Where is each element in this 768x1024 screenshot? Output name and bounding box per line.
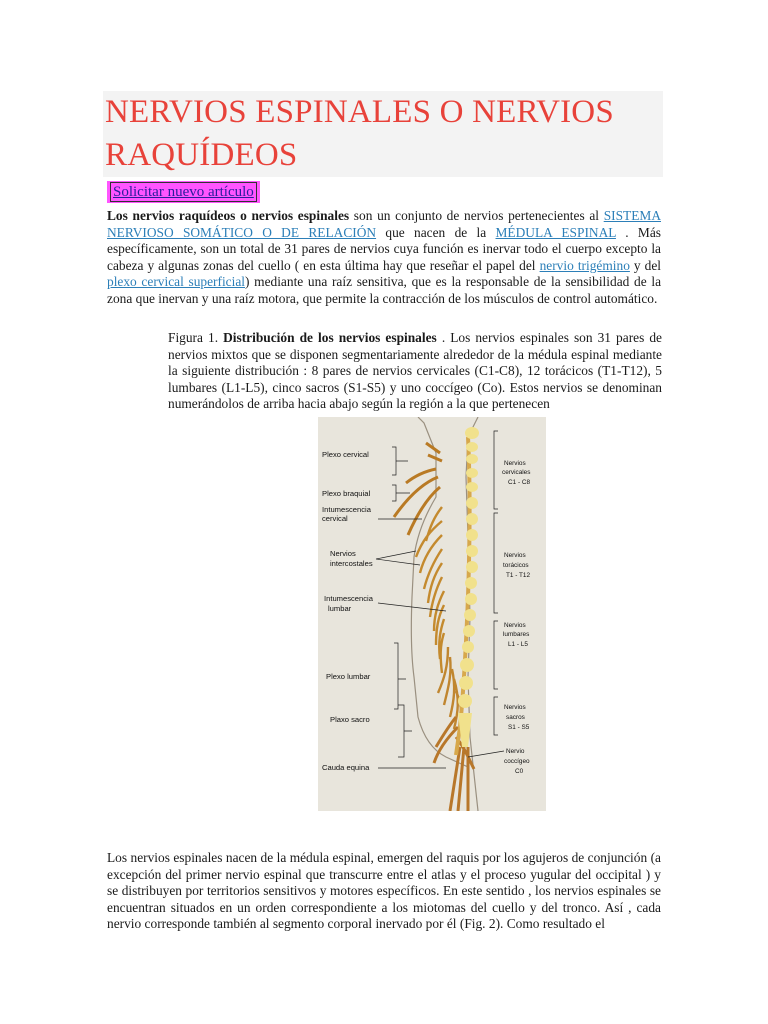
label-sacros-1: Nervios (504, 704, 526, 711)
intro-text-3: . Más específicamente, son un total de 31 pares de nervios cuya función es inervar todo el cuerpo excepto la cabeza y algunas zonas del cuello ( en esta última hay que reseñar el papel del (107, 224, 661, 273)
intro-text-1: son un conjunto de nervios pertenecientes al (349, 208, 604, 223)
page-title (105, 91, 665, 177)
caption-text: . Los nervios espinales son 31 pares de nervios mixtos que se disponen segmentariamente alrededor de la médula espinal mediante la siguiente distribución : 8 pares de nervios cervicales (C1-C8), 12 torácicos (T1-T12), 5 lumbares (L1-L5), cinco sacros (S1-S5) y uno coccígeo (Co). Estos nervios se denominan numerándolos de arriba hacia abajo según la región a la que pertenecen (168, 330, 662, 412)
intro-paragraph (107, 208, 661, 308)
label-toracicos-3: T1 - T12 (506, 572, 531, 579)
bracket-toracicos (494, 513, 498, 613)
body-paragraph-2: Los nervios espinales nacen de la médula espinal, emergen del raquis por los agujeros de conjunción (a excepción del primer nervio espinal que transcurre entre el atlas y el proceso yugular del occipital ) y se distribuyen por territorios sensitivos y motores específicos. En este sentido , los nervios espinales se encuentran situados en un orden correspondiente a los miotomas del cuello y del tronco. Así , cada nervio corresponde también al segmento corporal inervado por él (Fig. 2). Como resultado el (107, 850, 661, 932)
bracket-plexo-sacro (398, 705, 412, 757)
label-intumescencia-lumbar-2: lumbar (328, 604, 352, 613)
vertebra (463, 625, 475, 637)
label-coccigeo-3: C0 (515, 768, 524, 775)
intro-text-4: y del (629, 257, 662, 273)
label-cervicales-1: Nervios (504, 460, 526, 467)
title-line-1: NERVIOS ESPINALES O NERVIOS (105, 94, 614, 130)
bracket-plexo-lumbar (394, 643, 406, 709)
vertebra (466, 482, 478, 492)
pointer-coccigeo (468, 751, 504, 757)
caption-prefix: Figura 1. (168, 330, 224, 345)
caption-bold: Distribución de los nervios espinales (223, 330, 437, 345)
brachial-plexus-nerves (394, 443, 442, 535)
vertebra (458, 694, 472, 708)
vertebrae-group (458, 427, 479, 747)
link-nervio-trigemino[interactable]: nervio trigémino (539, 257, 630, 273)
label-nervios-intercostales-2: intercostales (330, 559, 373, 568)
label-toracicos-1: Nervios (504, 552, 526, 559)
vertebra (462, 641, 474, 653)
vertebra (466, 561, 478, 573)
label-cervicales-3: C1 - C8 (508, 479, 531, 486)
request-article-label[interactable]: Solicitar nuevo artículo (110, 182, 257, 202)
label-coccigeo-2: coccígeo (504, 758, 530, 765)
label-sacros-2: sacros (506, 714, 525, 721)
link-medula-espinal[interactable]: MÉDULA ESPINAL (495, 224, 616, 240)
label-coccigeo-1: Nervio (506, 748, 525, 755)
vertebra (466, 529, 478, 541)
label-intumescencia-cervical-1: Intumescencia (322, 505, 371, 514)
intro-text-5: ) mediante una raíz sensitiva, que es la responsable de la sensibilidad de la zona que inervan y una raíz motora, que permite la contracción de los músculos de control automático. (107, 274, 662, 306)
label-sacros-3: S1 - S5 (508, 724, 530, 731)
spinal-nerves-figure (318, 417, 546, 811)
link-sistema-nervioso-somatico[interactable]: SISTEMA NERVIOSO SOMÁTICO O DE RELACIÓN (107, 208, 661, 240)
vertebra (466, 468, 478, 478)
vertebra (460, 658, 474, 672)
bracket-lumbares (494, 621, 498, 689)
label-plexo-cervical: Plexo cervical (322, 450, 369, 459)
vertebra (465, 577, 477, 589)
label-intumescencia-lumbar-1: Intumescencia (324, 594, 373, 603)
label-cervicales-2: cervicales (502, 469, 531, 476)
spinal-nerves-illustration (318, 417, 546, 811)
label-intumescencia-cervical-2: cervical (322, 514, 348, 523)
atlas-vertebra (465, 427, 479, 439)
vertebra (466, 442, 478, 452)
request-article-button[interactable] (107, 181, 260, 203)
label-nervios-intercostales-1: Nervios (330, 549, 356, 558)
label-plexo-lumbar: Plexo lumbar (326, 672, 371, 681)
label-toracicos-2: torácicos (503, 562, 529, 569)
label-lumbares-2: lumbares (503, 631, 530, 638)
label-plexo-sacro: Plaxo sacro (330, 715, 370, 724)
vertebra (466, 513, 478, 525)
vertebra (464, 609, 476, 621)
bracket-sacros (494, 697, 498, 735)
intro-bold-lead: Los nervios raquídeos o nervios espinales (107, 208, 350, 223)
bracket-cervicales (494, 431, 498, 509)
vertebra (466, 545, 478, 557)
label-cauda-equina: Cauda equina (322, 763, 370, 772)
vertebra (466, 497, 478, 509)
title-line-2: RAQUÍDEOS (105, 137, 298, 173)
bracket-plexo-cervical (392, 447, 408, 475)
intro-text-2: que nacen de la (376, 224, 496, 240)
vertebra (459, 676, 473, 690)
vertebra (465, 593, 477, 605)
link-plexo-cervical-superficial[interactable]: plexo cervical superficial (107, 274, 246, 290)
label-lumbares-3: L1 - L5 (508, 641, 528, 648)
figure-caption (168, 330, 662, 413)
label-plexo-braquial: Plexo braquial (322, 489, 371, 498)
vertebra (466, 454, 478, 464)
label-lumbares-1: Nervios (504, 622, 526, 629)
